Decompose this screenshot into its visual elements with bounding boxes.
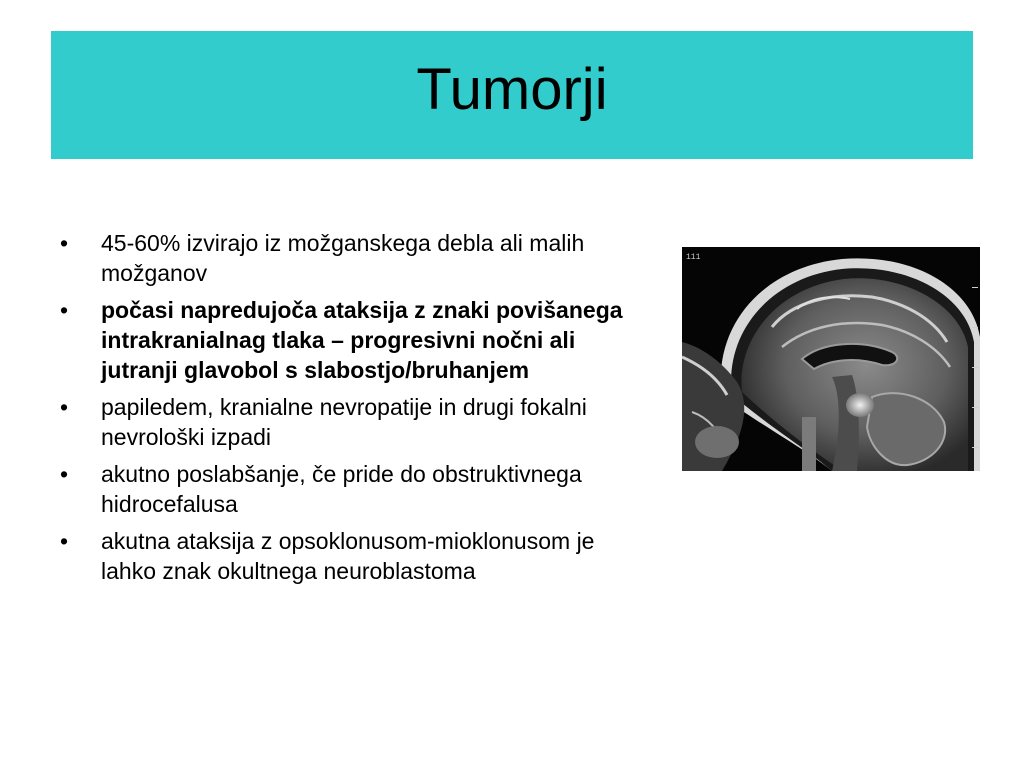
bullet-marker: • [60,461,69,487]
bullet-text: počasi napredujoča ataksija z znaki povišanega intrakranialnag tlaka – progresivni nočni ali jutranji glavobol s slabostjo/bruhanjem [101,297,623,383]
bullet-text: papiledem, kranialne nevropatije in drugi fokalni nevrološki izpadi [101,394,587,450]
bullet-item [60,392,650,452]
mri-brain-image [682,247,980,471]
slide-title: Tumorji [416,56,608,122]
title-banner [51,31,973,159]
bullet-item [60,228,650,288]
bullet-text: 45-60% izvirajo iz možganskega debla ali malih možganov [101,230,585,286]
bullet-marker: • [60,230,69,256]
bullet-marker: • [60,394,69,420]
bullet-marker: • [60,297,69,323]
bullet-item [60,526,650,586]
mri-scan-graphic [682,247,980,471]
bullet-list [60,228,650,593]
bullet-item [60,459,650,519]
bullet-text: akutna ataksija z opsoklonusom-mioklonusom je lahko znak okultnega neuroblastoma [101,528,595,584]
bullet-item [60,295,650,385]
bullet-text: akutno poslabšanje, če pride do obstruktivnega hidrocefalusa [101,461,582,517]
mri-corner-label: 111 [686,253,701,262]
bullet-marker: • [60,528,69,554]
